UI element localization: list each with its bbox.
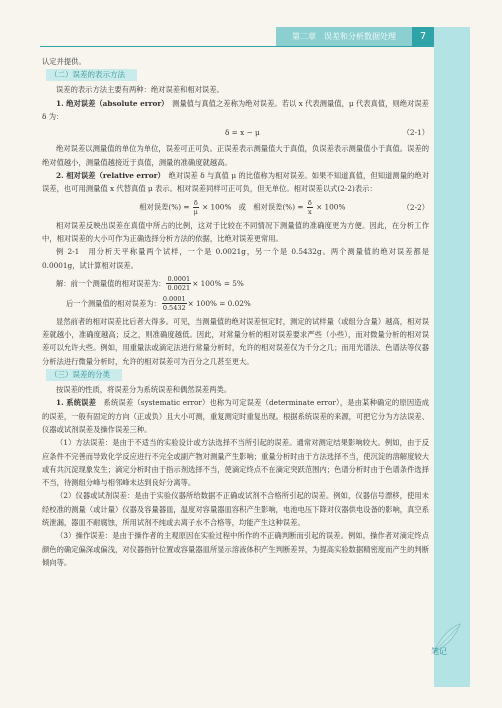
term-absolute-error: 1. 绝对误差（absolute error） bbox=[56, 98, 165, 108]
paragraph-instrument-error: （2）仪器或试剂误差：是由于实验仪器所给数据不正确或试剂不合格所引起的误差。例如，仪器信号漂移，使用未经校准的测量（或计量）仪器及容量器皿，温度对容量器皿容积产生影响，电池电压下降对仪器供电设备的影响，真空系统泄漏，器皿不耐腐蚀，所用试剂不纯或去离子水不合格等，均能产生这种误差。 bbox=[42, 491, 429, 528]
eq-left: 相对误差(%) = bbox=[139, 202, 190, 212]
numerator: δ bbox=[193, 198, 198, 207]
equation-2-1 bbox=[42, 126, 429, 139]
fraction bbox=[307, 199, 313, 216]
header-rule bbox=[40, 46, 434, 47]
page-number: 7 bbox=[412, 27, 434, 46]
calculation-2 bbox=[66, 295, 429, 312]
calc-result: × 100% = 5% bbox=[192, 278, 244, 288]
equation-body bbox=[82, 199, 403, 216]
example-2-1: 例 2-1 用分析天平称量两个试样，一个是 0.0021g，另一个是 0.5432g。两个测量值的绝对误差都是 0.0001g，试计算相对误差。 bbox=[42, 247, 429, 270]
denominator: μ bbox=[193, 207, 198, 216]
fraction bbox=[166, 275, 191, 292]
term-relative-error: 2. 相对误差（relative error） bbox=[56, 171, 162, 181]
equation-2-2 bbox=[42, 199, 429, 216]
calc-lead: 后一个测量值的相对误差为： bbox=[66, 298, 161, 308]
paragraph: 相对误差反映出误差在真值中所占的比例，这对于比较在不同情况下测量值的准确度更为方便。因此，在分析工作中，相对误差的大小可作为正确选择分析方法的依据，比绝对误差更常用。 bbox=[42, 220, 429, 243]
numerator: δ bbox=[307, 198, 312, 207]
notes-label: 笔记 bbox=[431, 647, 447, 656]
chapter-header bbox=[276, 27, 412, 46]
eq-end: × 100% bbox=[316, 202, 346, 212]
denominator: 0.0021 bbox=[167, 283, 191, 292]
section-heading-error-representation: （二）误差的表示方法 bbox=[46, 69, 137, 81]
numerator: 0.0001 bbox=[162, 294, 186, 303]
equation-body: δ = x − μ bbox=[224, 128, 260, 138]
term-systematic-error: 1. 系统误差 bbox=[56, 398, 97, 408]
paragraph-text: 系统误差（systematic error）也称为可定误差（determinate error），是由某种确定的原因造成的误差，一般有固定的方向（正或负）且大小可测，重复测定时重复出现。根据系统误差的来源，可把它分为方法误差、仪器或试剂误差及操作误差三种。 bbox=[42, 398, 429, 434]
calc-result: × 100% = 0.02% bbox=[187, 298, 251, 308]
denominator: x bbox=[307, 207, 312, 216]
paragraph-relative-error bbox=[42, 169, 429, 196]
fraction bbox=[162, 295, 187, 312]
calculation-1 bbox=[56, 275, 429, 292]
equation-number: （2-1） bbox=[402, 128, 429, 138]
equation-number: （2-2） bbox=[402, 202, 429, 212]
notes-sidebar bbox=[434, 27, 470, 687]
paragraph: 误差的表示方法主要有两种：绝对误差和相对误差。 bbox=[56, 85, 224, 95]
paragraph-absolute-error bbox=[42, 97, 429, 124]
paragraph-method-error: （1）方法误差：是由于不适当的实验设计或方法选择不当所引起的误差。通常对测定结果影响较大。例如，由于反应条件不完善而导致化学反应进行不完全或副产物对测量产生影响；重量分析时由于方法选择不当，使沉淀的溶解度较大或有共沉淀现象发生；滴定分析时由于指示剂选择不当，使滴定终点不在滴定突跃范围内；色谱分析时由于色谱条件选择不当，待测组分峰与相邻峰未达到良好分离等。 bbox=[42, 438, 429, 488]
paragraph-text: 测量值与真值之差称为绝对误差。若以 x 代表测量值，μ 代表真值，则绝对误差 δ 为： bbox=[42, 98, 429, 121]
calc-lead: 解：前一个测量值的相对误差为： bbox=[56, 278, 166, 288]
page-body bbox=[42, 55, 429, 569]
paragraph: 显然前者的相对误差比后者大得多。可见，当测量值的绝对误差恒定时，测定的试样量（或组分含量）越高，相对误差就越小，准确度越高；反之，则准确度越低。因此，对常量分析的相对误差要求严些（小些），而对微量分析的相对误差可以允许大些。例如，用重量法或滴定法进行常量分析时，允许的相对误差仅为千分之几；而用光谱法、色谱法等仪器分析法进行微量分析时，允许的相对误差可为百分之几甚至更大。 bbox=[42, 316, 429, 366]
denominator: 0.5432 bbox=[162, 303, 186, 312]
paragraph-operation-error: （3）操作误差：是由于操作者的主观原因在实验过程中所作的不正确判断而引起的误差。例如，操作者对滴定终点颜色的确定偏深或偏浅，对仪器指针位置或容量器皿所显示溶液体积产生判断差异，为提高实验数据精密度而产生的判断倾向等。 bbox=[42, 531, 429, 567]
eq-mid: × 100% 或 相对误差(%) = bbox=[202, 202, 304, 212]
chapter-title: 误差和分析数据处理 bbox=[324, 32, 396, 41]
paragraph: 绝对误差以测量值的单位为单位，误差可正可负。正误差表示测量值大于真值，负误差表示测量值小于真值。误差的绝对值越小，测量值越接近于真值，测量的准确度就越高。 bbox=[42, 144, 429, 167]
fraction bbox=[193, 199, 199, 216]
section-heading-error-classification: （三）误差的分类 bbox=[46, 369, 122, 381]
paragraph: 按误差的性质，将误差分为系统误差和偶然误差两类。 bbox=[56, 385, 232, 395]
paragraph-systematic-error bbox=[42, 396, 429, 436]
chapter-number: 第二章 bbox=[292, 32, 316, 41]
numerator: 0.0001 bbox=[167, 274, 191, 283]
intro-text: 认定并提供。 bbox=[42, 57, 86, 66]
paragraph-text: 绝对误差 δ 与真值 μ 的比值称为相对误差。如果不知道真值，但知道测量的绝对误差，也可用测量值 x 代替真值 μ 表示。相对误差同样可正可负，但无单位。相对误差以式(2-2)表示： bbox=[42, 171, 430, 194]
